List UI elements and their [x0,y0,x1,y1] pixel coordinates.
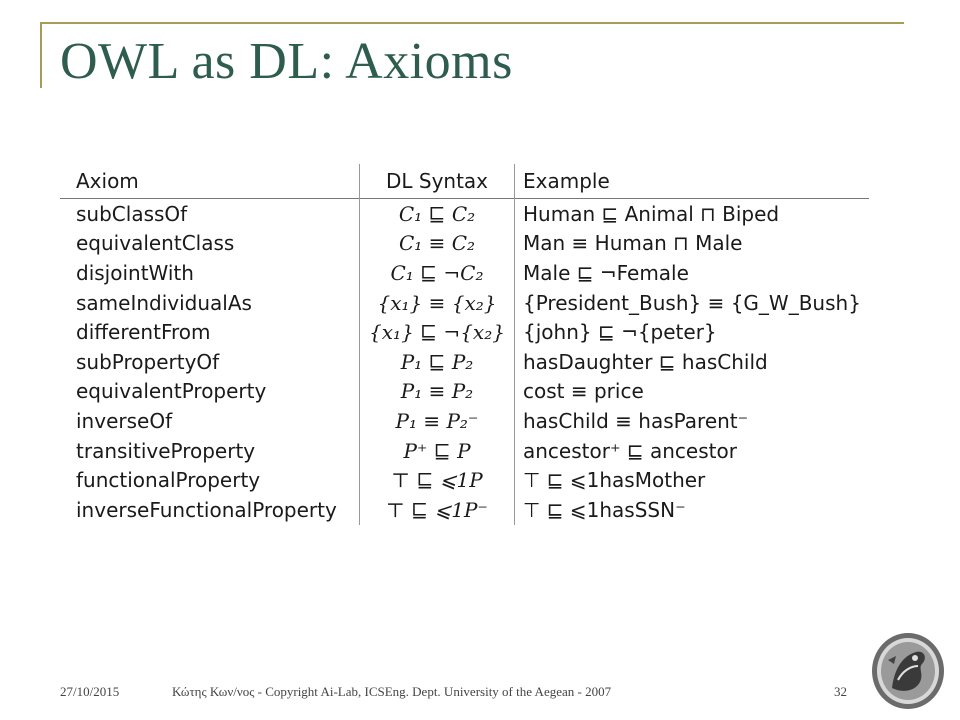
syntax-cell: P₁ ≡ P₂ [360,377,515,407]
header-dl-syntax: DL Syntax [360,164,515,199]
table-row [60,199,869,229]
table-row [60,229,869,259]
table-row [60,288,869,318]
table-row [60,465,869,495]
axiom-cell: equivalentClass [76,231,235,256]
syntax-cell: {x₁} ≡ {x₂} [360,288,515,318]
syntax-cell: P⁺ ⊑ P [360,436,515,466]
syntax-cell: C₁ ⊑ C₂ [360,199,515,229]
header-example: Example [515,164,869,199]
example-cell: ⊤ ⊑ ⩽1hasMother [515,465,869,495]
axiom-cell: inverseFunctionalProperty [76,497,337,522]
slide-frame-top [40,22,904,24]
axiom-cell: subPropertyOf [76,349,220,374]
example-cell: {john} ⊑ ¬{peter} [515,317,869,347]
axiom-cell: disjointWith [76,260,194,285]
axiom-cell: sameIndividualAs [76,290,252,315]
example-cell: {President_Bush} ≡ {G_W_Bush} [515,288,869,318]
axiom-cell: subClassOf [76,201,188,226]
axiom-table-grid [60,164,869,525]
header-axiom: Axiom [76,169,139,193]
syntax-cell: ⊤ ⊑ ⩽1P [360,465,515,495]
example-cell: hasChild ≡ hasParent⁻ [515,406,869,436]
syntax-cell: C₁ ⊑ ¬C₂ [360,258,515,288]
example-cell: hasDaughter ⊑ hasChild [515,347,869,377]
slide-title: OWL as DL: Axioms [60,33,513,90]
page-number: 32 [834,684,847,699]
syntax-cell: {x₁} ⊑ ¬{x₂} [360,317,515,347]
example-cell: ⊤ ⊑ ⩽1hasSSN⁻ [515,495,869,525]
table-row [60,258,869,288]
axiom-cell: functionalProperty [76,468,261,493]
example-cell: Man ≡ Human ⊓ Male [515,229,869,259]
axiom-cell: differentFrom [76,320,211,345]
table-row [60,436,869,466]
table-row [60,347,869,377]
syntax-cell: P₁ ⊑ P₂ [360,347,515,377]
syntax-cell: ⊤ ⊑ ⩽1P⁻ [360,495,515,525]
table-row [60,377,869,407]
axiom-cell: equivalentProperty [76,379,267,404]
example-cell: Male ⊑ ¬Female [515,258,869,288]
footer-copyright: Κώτης Κων/νος - Copyright Ai-Lab, ICSEng. Dept. University of the Aegean - 2007 [172,684,612,699]
axiom-table [60,164,869,525]
example-cell: Human ⊑ Animal ⊓ Biped [515,199,869,229]
syntax-cell: P₁ ≡ P₂⁻ [360,406,515,436]
table-row [60,495,869,525]
table-header-row [60,164,869,199]
university-seal-graphic [868,630,948,712]
axiom-cell: transitiveProperty [76,438,256,463]
footer-date: 27/10/2015 [60,684,120,699]
slide-frame-left [40,22,42,88]
axiom-cell: inverseOf [76,408,173,433]
example-cell: cost ≡ price [515,377,869,407]
syntax-cell: C₁ ≡ C₂ [360,229,515,259]
table-row [60,406,869,436]
table-row [60,317,869,347]
example-cell: ancestor⁺ ⊑ ancestor [515,436,869,466]
university-seal-icon [868,630,948,712]
